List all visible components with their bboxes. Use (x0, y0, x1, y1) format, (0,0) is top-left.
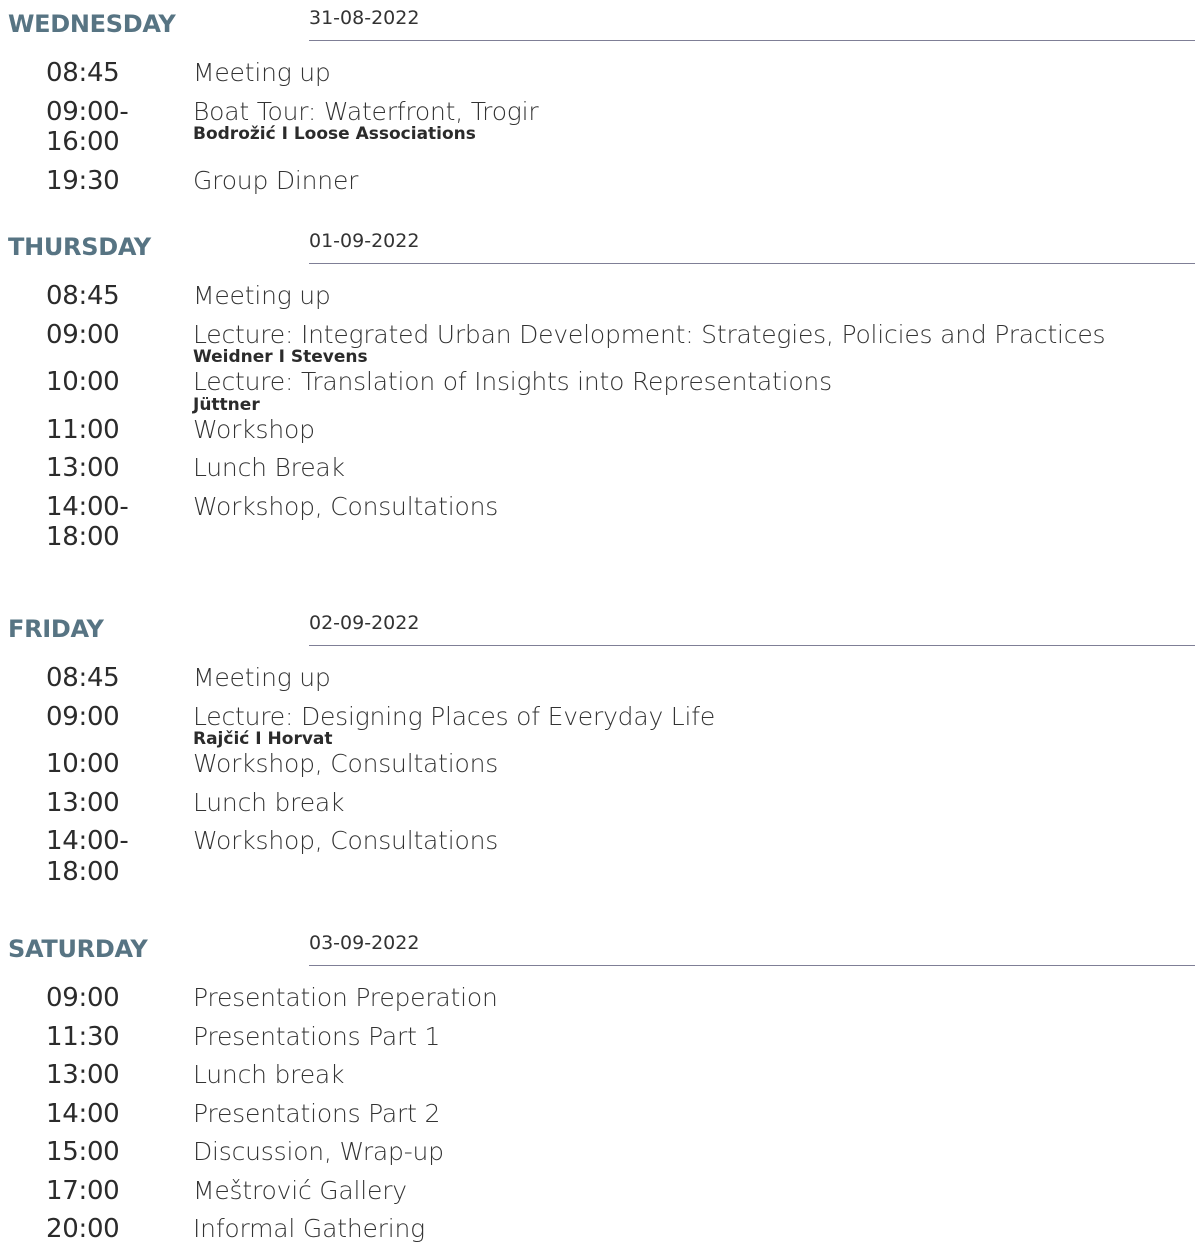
schedule-item (0, 1022, 1200, 1053)
item-time-line: 11:30 (46, 1021, 120, 1052)
item-time (46, 320, 193, 351)
item-content (193, 97, 1200, 144)
item-content (193, 1022, 1200, 1053)
item-time-line: 13:00 (46, 1060, 120, 1090)
schedule-item (0, 1099, 1200, 1130)
item-time-line: 09:00- (46, 96, 129, 127)
item-time-line: 16:00 (46, 127, 120, 157)
item-time (46, 97, 193, 158)
item-time-line: 13:00 (46, 787, 120, 818)
item-time-line: 18:00 (46, 522, 120, 552)
item-time-line: 14:00- (46, 826, 129, 856)
day-header (0, 931, 1200, 971)
item-time (46, 453, 193, 484)
item-speaker: Weidner I Stevens (193, 347, 368, 367)
item-content (193, 281, 1200, 312)
item-content (193, 749, 1200, 780)
day-header (0, 229, 1200, 269)
day-divider (309, 645, 1195, 646)
item-time-line: 20:00 (46, 1214, 120, 1244)
item-content (193, 320, 1200, 367)
schedule-item (0, 492, 1200, 553)
item-time-line: 09:00 (46, 319, 120, 350)
schedule-item (0, 320, 1200, 367)
item-time-line: 14:00- (46, 491, 129, 522)
item-title: Presentations Part 1 (193, 1021, 441, 1051)
item-time-line: 11:00 (46, 414, 120, 445)
schedule-list (0, 58, 1200, 204)
day-header (0, 6, 1200, 46)
item-speaker: Rajčić I Horvat (193, 729, 333, 749)
item-title: Lunch break (193, 787, 345, 817)
day-name: FRIDAY (8, 615, 104, 643)
schedule-item (0, 166, 1200, 197)
item-content (193, 1060, 1200, 1091)
item-time (46, 367, 193, 398)
schedule-item (0, 788, 1200, 819)
item-title: Lecture: Integrated Urban Development: Strategies, Policies and Practices (193, 319, 1106, 349)
item-time-line: 13:00 (46, 453, 120, 483)
item-time (46, 1022, 193, 1053)
schedule-item (0, 367, 1200, 414)
item-time (46, 166, 193, 197)
item-content (193, 58, 1200, 89)
item-time (46, 1060, 193, 1091)
item-time (46, 58, 193, 89)
item-content (193, 983, 1200, 1014)
day-name: WEDNESDAY (8, 10, 176, 38)
item-title: Meštrović Gallery (193, 1175, 407, 1205)
item-title: Lunch Break (193, 453, 345, 482)
schedule-item (0, 58, 1200, 89)
item-title: Meeting up (193, 58, 331, 87)
schedule-item (0, 415, 1200, 446)
schedule-item (0, 702, 1200, 749)
item-time (46, 1176, 193, 1207)
item-title: Lunch break (193, 1060, 345, 1089)
item-title: Lecture: Designing Places of Everyday Life (193, 701, 716, 731)
item-time (46, 492, 193, 553)
day-date: 02-09-2022 (309, 612, 420, 634)
item-title: Presentation Preperation (193, 983, 498, 1012)
item-time-line: 18:00 (46, 856, 120, 887)
item-title: Group Dinner (193, 165, 359, 195)
item-time-line: 09:00 (46, 701, 120, 732)
item-time-line: 10:00 (46, 749, 120, 779)
item-time-line: 15:00 (46, 1137, 120, 1167)
schedule-item (0, 1060, 1200, 1091)
day-date: 31-08-2022 (309, 7, 420, 29)
item-time-line: 17:00 (46, 1175, 120, 1206)
item-content (193, 1099, 1200, 1130)
item-time (46, 826, 193, 887)
item-time-line: 10:00 (46, 367, 120, 397)
schedule-item (0, 749, 1200, 780)
item-time-line: 08:45 (46, 281, 120, 311)
schedule-list (0, 983, 1200, 1253)
item-speaker: Jüttner (193, 394, 260, 415)
day-divider (309, 263, 1195, 264)
schedule-item (0, 281, 1200, 312)
item-time-line: 19:30 (46, 165, 120, 196)
item-content (193, 453, 1200, 484)
item-title: Workshop, Consultations (193, 491, 499, 521)
day-divider (309, 965, 1195, 966)
day-name: THURSDAY (8, 233, 151, 261)
item-time-line: 09:00 (46, 983, 120, 1013)
item-time-line: 14:00 (46, 1098, 120, 1129)
day-header (0, 611, 1200, 651)
item-title: Meeting up (193, 663, 331, 692)
day-divider (309, 40, 1195, 41)
item-title: Workshop, Consultations (193, 826, 499, 855)
item-content (193, 1176, 1200, 1207)
item-time (46, 788, 193, 819)
item-content (193, 166, 1200, 197)
schedule-item (0, 1176, 1200, 1207)
item-title: Discussion, Wrap-up (193, 1137, 444, 1166)
item-content (193, 826, 1200, 857)
item-time (46, 749, 193, 780)
item-content (193, 1137, 1200, 1168)
day-date: 01-09-2022 (309, 230, 420, 252)
schedule-item (0, 1137, 1200, 1168)
item-time-line: 08:45 (46, 58, 120, 88)
item-title: Presentations Part 2 (193, 1098, 441, 1128)
item-title: Boat Tour: Waterfront, Trogir (193, 96, 539, 126)
schedule-item (0, 453, 1200, 484)
day-name: SATURDAY (8, 935, 148, 963)
item-content (193, 788, 1200, 819)
item-time (46, 281, 193, 312)
item-title: Informal Gathering (193, 1214, 425, 1243)
item-title: Meeting up (193, 281, 331, 310)
schedule-item (0, 663, 1200, 694)
schedule-item (0, 97, 1200, 158)
item-time (46, 663, 193, 694)
schedule-item (0, 826, 1200, 887)
item-time (46, 702, 193, 733)
schedule-list (0, 663, 1200, 895)
item-title: Lecture: Translation of Insights into Representations (193, 367, 832, 396)
item-content (193, 663, 1200, 694)
item-title: Workshop (193, 414, 315, 444)
item-time (46, 1099, 193, 1130)
item-content (193, 415, 1200, 446)
item-content (193, 492, 1200, 523)
schedule-list (0, 281, 1200, 561)
item-time (46, 415, 193, 446)
item-time-line: 08:45 (46, 663, 120, 693)
item-time (46, 983, 193, 1014)
schedule-item (0, 983, 1200, 1014)
item-title: Workshop, Consultations (193, 749, 499, 778)
item-content (193, 367, 1200, 414)
item-speaker: Bodrožić I Loose Associations (193, 124, 476, 144)
item-content (193, 702, 1200, 749)
item-time (46, 1137, 193, 1168)
day-date: 03-09-2022 (309, 932, 420, 954)
